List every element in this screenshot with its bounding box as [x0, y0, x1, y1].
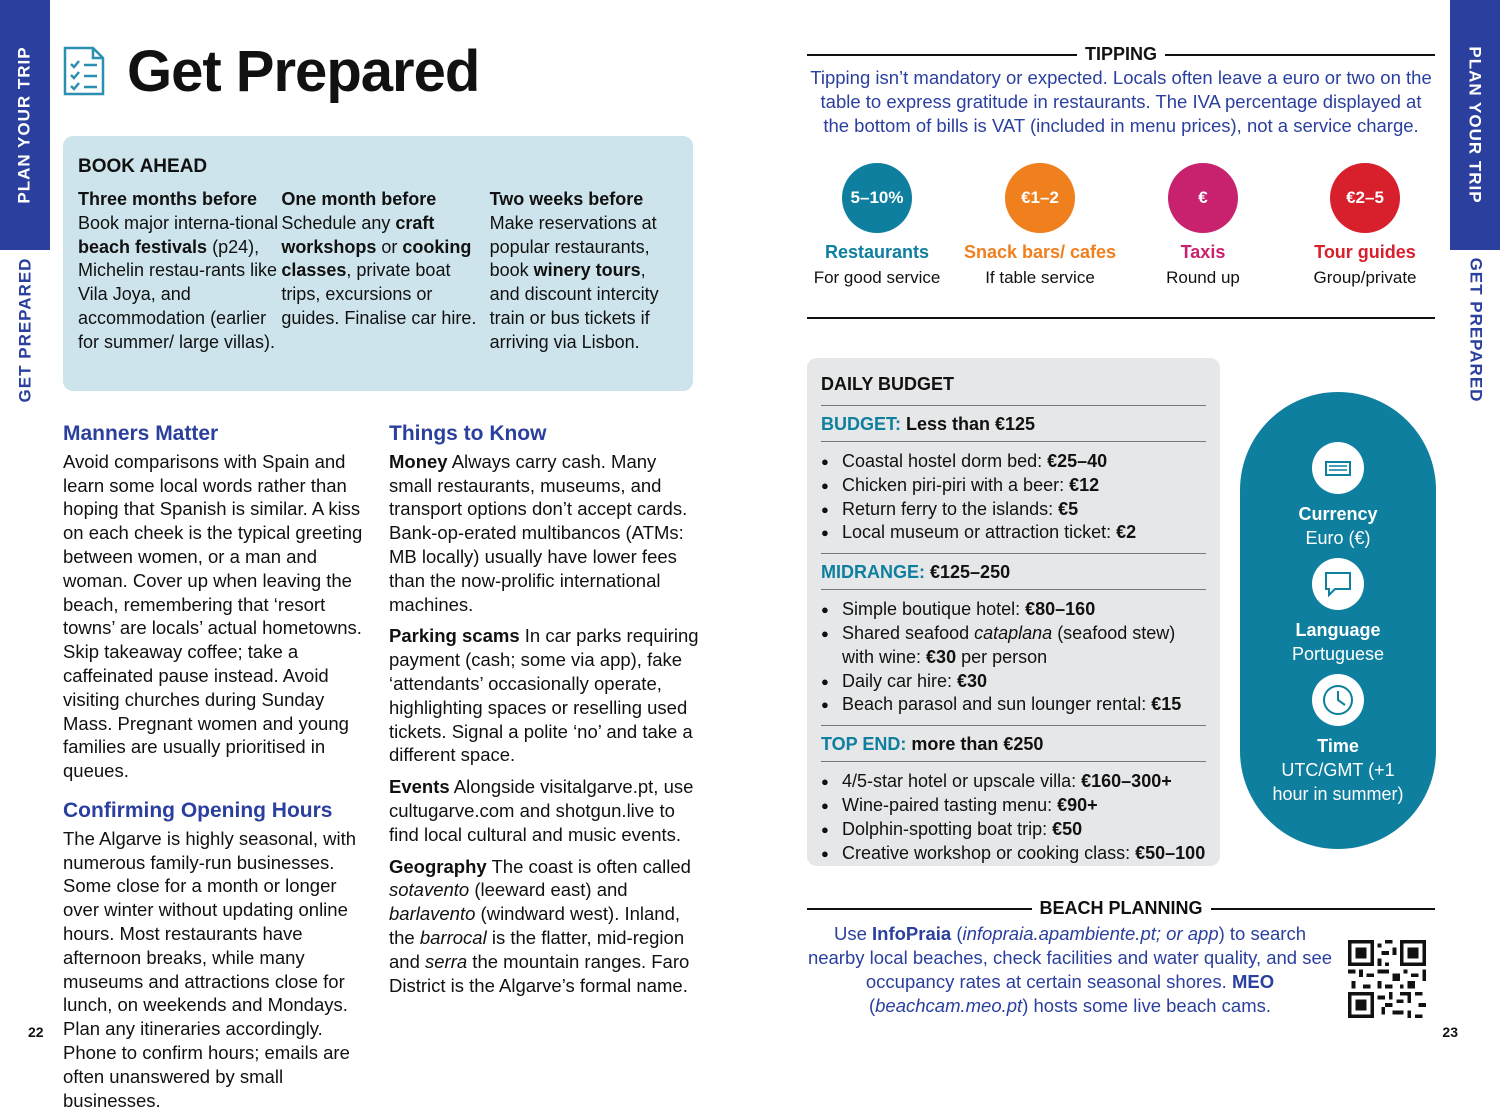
- time-label: Time: [1317, 736, 1359, 756]
- side-tab-section-right: [1450, 255, 1500, 405]
- text: In car parks requiring payment (cash; some via app), fake ‘attendants’ occasionally operate, highlighting spaces or reselling used tickets. Signal a polite ‘no’ and take a different space.: [389, 625, 699, 766]
- text: (p24), Michelin restau-rants like Vila Joya, and accommodation (earlier for summer/ large villas).: [78, 236, 278, 352]
- side-tab-label: GET PREPARED: [1466, 257, 1485, 403]
- left-text-column: [63, 422, 371, 1120]
- list-item: [821, 474, 1206, 498]
- tipping-heading: TIPPING: [1085, 44, 1158, 64]
- page-number-right: 23: [1442, 1024, 1458, 1040]
- italic-text: barrocal: [419, 926, 487, 948]
- tip-amount-badge: €2–5: [1330, 163, 1400, 233]
- tipping-text: Tipping isn’t mandatory or expected. Locals often leave a euro or two on the table to express gratitude in restaurants. The IVA percentage displayed at the bottom of bills is VAT (included in menu prices), not a service charge.: [810, 67, 1432, 136]
- list-item: [821, 521, 1206, 545]
- divider: [1211, 908, 1436, 910]
- things-to-know-column: [389, 422, 699, 1005]
- text: Shared seafood: [842, 622, 975, 643]
- side-tab-label: PLAN YOUR TRIP: [15, 46, 35, 204]
- text: is the flatter, mid-region and: [389, 926, 685, 972]
- link-text[interactable]: beachcam.meo.pt: [875, 995, 1023, 1016]
- tier-label: MIDRANGE:: [821, 562, 925, 583]
- things-heading: Things to Know: [389, 422, 547, 445]
- tip-item: [797, 163, 957, 290]
- text: Wine-paired tasting menu:: [842, 794, 1058, 815]
- tip-item: [960, 163, 1120, 290]
- italic-text: sotavento: [389, 879, 470, 901]
- banknote-icon: [1312, 442, 1364, 494]
- list-item: [821, 498, 1206, 522]
- divider: [807, 908, 1032, 910]
- side-tab-label: PLAN YOUR TRIP: [1466, 46, 1486, 204]
- budget-list: [821, 598, 1206, 726]
- qr-code-icon[interactable]: [1348, 940, 1426, 1018]
- tier-label: TOP END:: [821, 734, 907, 755]
- bold-text: beach festivals: [78, 236, 208, 257]
- tip-amount-badge: €1–2: [1005, 163, 1075, 233]
- geography-paragraph: [389, 855, 699, 998]
- budget-tier-heading: [821, 726, 1206, 762]
- divider: [807, 54, 1077, 56]
- text: ) to search nearby local beaches, check facilities and water quality, and see occupancy rates at certain seasonal shores.: [807, 923, 1333, 992]
- clock-icon: [1312, 674, 1364, 726]
- money-paragraph: [389, 450, 699, 617]
- text: Schedule any: [281, 212, 396, 233]
- info-pill: [1240, 392, 1436, 849]
- text: 4/5-star hotel or upscale villa:: [842, 771, 1082, 792]
- text: Dolphin-spotting boat trip:: [842, 818, 1053, 839]
- list-item: [821, 770, 1206, 794]
- budget-heading: DAILY BUDGET: [821, 374, 1206, 406]
- text: Book major interna-tional: [78, 212, 279, 233]
- text: ) hosts some live beach cams.: [1022, 995, 1272, 1016]
- language-label: Language: [1295, 620, 1381, 640]
- tip-name: Taxis: [1180, 242, 1226, 262]
- tier-label: BUDGET:: [821, 414, 901, 434]
- beach-planning-text: [807, 922, 1333, 1018]
- bold-text: cooking classes: [281, 236, 472, 281]
- text: per person: [956, 646, 1048, 667]
- speech-bubble-icon: [1312, 558, 1364, 610]
- col-heading: Three months before: [78, 189, 258, 209]
- daily-budget-box: [807, 358, 1220, 866]
- col-heading: One month before: [281, 189, 437, 209]
- opening-hours-text: The Algarve is highly seasonal, with numerous family-run businesses. Some close for a month or longer over winter without updating online hours. Most restaurants have afternoon breaks, while many museums and attractions close for lunch, on weekends and Mondays. Plan any itineraries accordingly. Phone to confirm hours; emails are often unanswered by small businesses.: [63, 827, 357, 1111]
- divider: [807, 317, 1435, 319]
- text: (: [951, 923, 963, 944]
- tip-amount-badge: 5–10%: [842, 163, 912, 233]
- list-item: [821, 794, 1206, 818]
- tip-amount-badge: €: [1168, 163, 1238, 233]
- bold-text: €12: [1069, 474, 1100, 495]
- list-item: [821, 670, 1206, 694]
- side-tab-plan-right: [1450, 0, 1500, 250]
- book-ahead-col: [281, 188, 489, 355]
- bold-text: Events: [389, 776, 450, 798]
- divider: [1165, 54, 1435, 56]
- bold-text: €25–40: [1047, 451, 1108, 471]
- text: Creative workshop or cooking class:: [842, 842, 1136, 863]
- side-tab-label: GET PREPARED: [15, 257, 34, 403]
- italic-text: barlavento: [389, 903, 476, 925]
- book-ahead-heading: BOOK AHEAD: [78, 156, 208, 177]
- bold-text: €2: [1116, 522, 1137, 543]
- text: Always carry cash. Many small restaurants, museums, and transport options don’t accept cards. Bank-op-erated multibancos (ATMs: MB locally) usually have lower fees than the now-prolific international machines.: [389, 450, 688, 615]
- bold-text: €160–300+: [1081, 771, 1172, 792]
- bold-text: InfoPraia: [872, 923, 952, 944]
- bold-text: winery tours: [533, 260, 641, 281]
- text: , and discount intercity train or bus tickets if arriving via Lisbon.: [489, 260, 659, 352]
- budget-tier-heading: [821, 406, 1206, 442]
- tip-item: [1123, 163, 1283, 290]
- text: Use: [833, 923, 873, 944]
- currency-value: Euro (€): [1305, 528, 1371, 548]
- tip-desc: If table service: [985, 268, 1095, 287]
- italic-text: cataplana: [974, 622, 1053, 643]
- list-item: [821, 450, 1206, 474]
- language-value: Portuguese: [1291, 644, 1385, 664]
- text: Chicken piri-piri with a beer:: [842, 474, 1070, 495]
- text: (windward west). Inland, the: [389, 903, 681, 948]
- text: (: [868, 995, 876, 1016]
- budget-tier-heading: [821, 554, 1206, 590]
- bold-text: Parking scams: [389, 625, 520, 647]
- bold-text: €90+: [1057, 794, 1098, 815]
- text: Local museum or attraction ticket:: [842, 522, 1117, 543]
- bold-text: €80–160: [1025, 599, 1096, 620]
- text: The coast is often called: [486, 855, 691, 877]
- book-ahead-box: [63, 136, 693, 391]
- budget-list: [821, 450, 1206, 554]
- bold-text: craft workshops: [281, 212, 435, 257]
- list-item: [821, 818, 1206, 842]
- text: , private boat trips, excursions or guides. Finalise car hire.: [281, 260, 477, 328]
- checklist-icon: [63, 46, 105, 96]
- tier-value: Less than €125: [901, 414, 1036, 434]
- budget-list: [821, 770, 1206, 865]
- list-item: [821, 693, 1206, 717]
- bold-text: Geography: [389, 855, 487, 877]
- side-tab-plan-left: [0, 0, 50, 250]
- text: Return ferry to the islands:: [842, 498, 1059, 519]
- page-title: Get Prepared: [127, 39, 480, 104]
- text: Alongside visitalgarve.pt, use cultugarve.com and shotgun.live to find local cultural and music events.: [389, 776, 694, 845]
- list-item: [821, 598, 1206, 622]
- bold-text: €30: [957, 670, 988, 691]
- book-ahead-col: [490, 188, 678, 355]
- tier-value: more than €250: [906, 734, 1044, 755]
- italic-text: serra: [425, 950, 468, 972]
- text: Daily car hire:: [842, 670, 958, 691]
- text: Beach parasol and sun lounger rental:: [842, 694, 1152, 715]
- currency-label: Currency: [1298, 504, 1378, 524]
- text: Make reservations at popular restaurants, book: [489, 212, 657, 281]
- bold-text: €15: [1151, 694, 1182, 715]
- events-paragraph: [389, 775, 699, 846]
- text: (seafood stew) with wine:: [842, 622, 1176, 667]
- manners-text: Avoid comparisons with Spain and learn some local words rather than hoping that Spanish is similar. A kiss on each cheek is the typical greeting between women, or a man and woman. Cover up when leaving the beach, remembering that ‘resort towns’ are locals’ actual hometowns. Skip takeaway coffee; take a caffeinated pause instead. Avoid visiting churches during Sunday Mass. Pregnant women and young families are usually prioritised in queues.: [63, 450, 363, 782]
- bold-text: €50–100: [1135, 842, 1206, 863]
- list-item: [821, 622, 1206, 670]
- beach-planning-header: [807, 898, 1435, 919]
- bold-text: MEO: [1231, 971, 1275, 992]
- col-heading: Two weeks before: [489, 189, 644, 209]
- bold-text: €50: [1052, 818, 1083, 839]
- tip-desc: Round up: [1166, 268, 1240, 287]
- link-text[interactable]: infopraia.apambiente.pt; or app: [962, 923, 1219, 944]
- book-ahead-col: [78, 188, 281, 355]
- time-value: UTC/GMT (+1 hour in summer): [1272, 760, 1404, 804]
- bold-text: Money: [389, 450, 448, 472]
- tip-name: Snack bars/ cafes: [963, 242, 1117, 262]
- tipping-header: [807, 44, 1435, 65]
- tier-value: €125–250: [925, 562, 1011, 583]
- bold-text: €30: [926, 646, 957, 667]
- tip-desc: For good service: [813, 268, 941, 287]
- text: the mountain ranges. Faro District is the Algarve’s formal name.: [389, 950, 690, 996]
- manners-heading: Manners Matter: [63, 422, 219, 445]
- text: (leeward east) and: [469, 879, 628, 901]
- side-tab-section-left: [0, 255, 50, 405]
- text: or: [376, 236, 403, 257]
- bold-text: €5: [1058, 498, 1079, 519]
- tip-item: [1285, 163, 1445, 290]
- tip-desc: Group/private: [1313, 268, 1417, 287]
- tip-name: Tour guides: [1314, 242, 1416, 262]
- parking-paragraph: [389, 624, 699, 767]
- beach-planning-heading: BEACH PLANNING: [1039, 898, 1203, 918]
- text: Coastal hostel dorm bed:: [842, 451, 1048, 471]
- opening-hours-heading: Confirming Opening Hours: [63, 798, 333, 822]
- text: Simple boutique hotel:: [842, 599, 1026, 620]
- page-number-left: 22: [28, 1024, 44, 1040]
- tip-name: Restaurants: [824, 242, 930, 262]
- list-item: [821, 842, 1206, 866]
